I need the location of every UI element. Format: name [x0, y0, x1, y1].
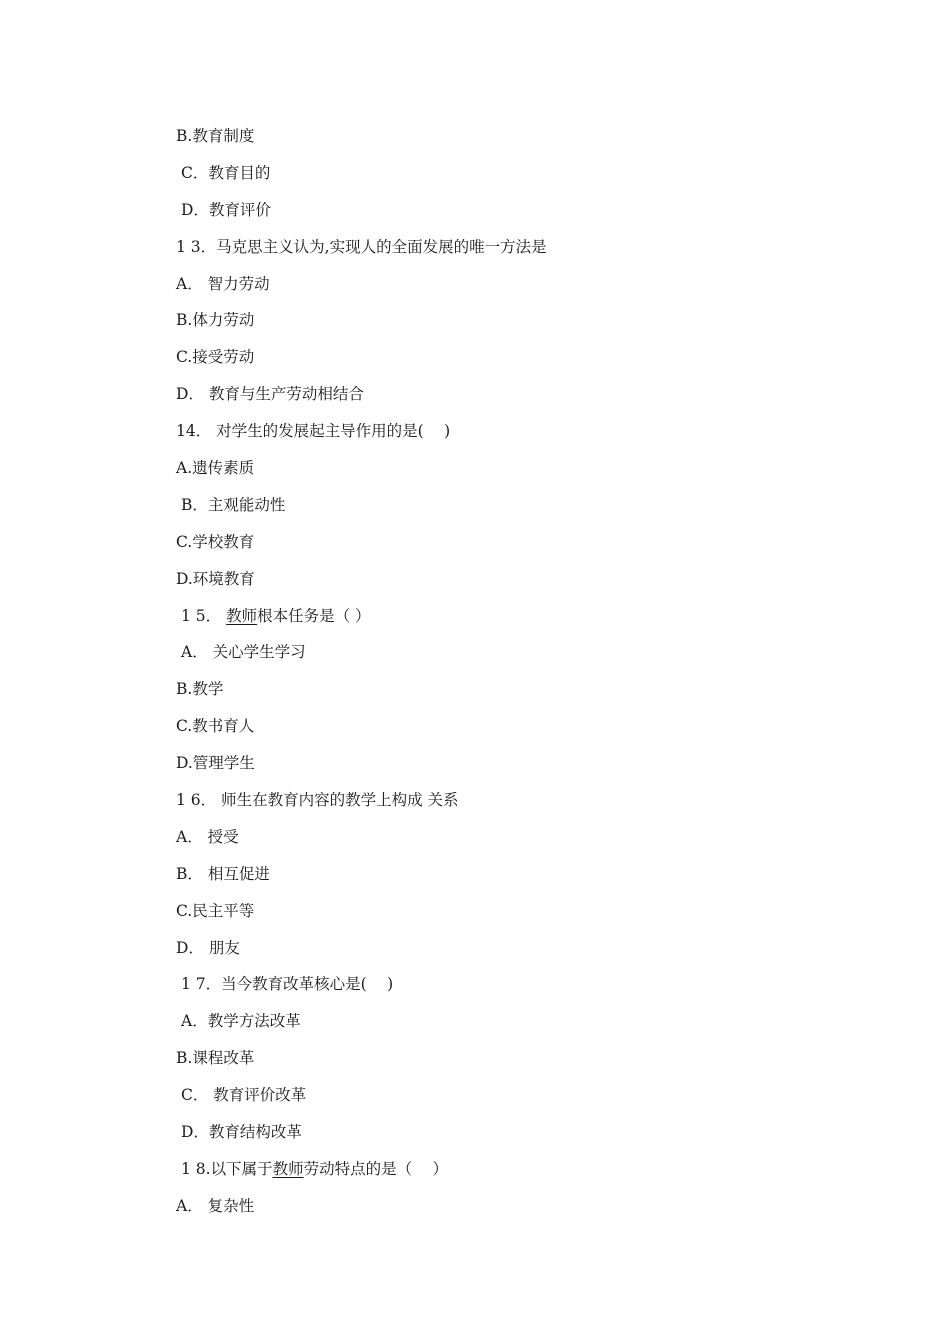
question-15-rest: 根本任务是（ ） — [257, 606, 371, 625]
option-line: C． 教育评价改革 — [181, 1086, 307, 1105]
option-line: B.教育制度 — [176, 127, 255, 145]
option-line: A． 复杂性 — [176, 1196, 255, 1215]
option-line: C.民主平等 — [176, 901, 255, 920]
question-14: 14． 对学生的发展起主导作用的是( ) — [176, 422, 451, 441]
question-15 — [0, 598, 950, 635]
option-line: A． 关心学生学习 — [181, 643, 306, 662]
question-13: 1 3．马克思主义认为,实现人的全面发展的唯一方法是 — [176, 237, 547, 256]
question-18 — [0, 1151, 950, 1188]
option-line: B.教学 — [176, 680, 224, 699]
option-line: D．教育结构改革 — [181, 1123, 302, 1142]
question-18-rest: 劳动特点的是（ ） — [303, 1159, 449, 1178]
option-line: B．主观能动性 — [181, 495, 286, 514]
option-line: C．教育目的 — [181, 163, 271, 182]
question-17: 1 7．当今教育改革核心是( ) — [181, 975, 394, 994]
question-list — [0, 118, 950, 1225]
option-line: D． 教育与生产劳动相结合 — [176, 385, 364, 404]
question-15-number: 1 5． — [181, 606, 227, 625]
option-line: B.体力劳动 — [176, 311, 255, 330]
question-18-underlined: 教师 — [272, 1159, 304, 1178]
option-line: A．教学方法改革 — [181, 1012, 301, 1031]
option-line: B.课程改革 — [176, 1049, 255, 1068]
option-line: A． 授受 — [176, 827, 239, 846]
option-line: A． 智力劳动 — [176, 274, 270, 293]
option-line: C.学校教育 — [176, 532, 255, 551]
option-line: B． 相互促进 — [176, 864, 270, 883]
option-line: D.环境教育 — [176, 569, 255, 588]
question-18-number: 1 8.以下属于 — [181, 1159, 273, 1178]
option-line: C.教书育人 — [176, 717, 255, 736]
question-16: 1 6． 师生在教育内容的教学上构成 关系 — [176, 791, 459, 810]
option-line: D．教育评价 — [181, 200, 271, 219]
option-line: D.管理学生 — [176, 754, 255, 773]
question-15-underlined: 教师 — [226, 606, 258, 625]
option-line: D． 朋友 — [176, 938, 240, 957]
option-line: A.遗传素质 — [176, 459, 255, 478]
option-line: C.接受劳动 — [176, 348, 255, 367]
